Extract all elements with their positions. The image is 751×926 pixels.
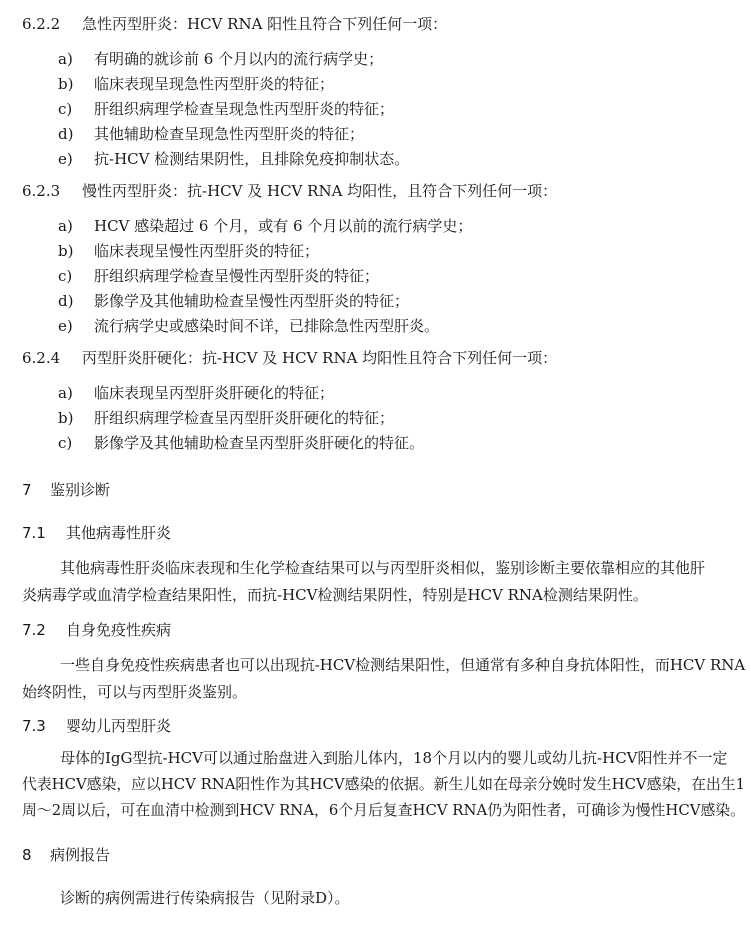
paragraph-line: 始终阴性，可以与丙型肝炎鉴别。 bbox=[22, 683, 248, 701]
paragraph-line: 代表HCV感染，应以HCV RNA阳性作为其HCV感染的依据。新生儿如在母亲分娩时发生HCV感染，在出生1 bbox=[22, 775, 746, 793]
paragraph-line: 诊断的病例需进行传染病报告（见附录D）。 bbox=[60, 889, 350, 907]
heading-number: 6.2.3 bbox=[22, 182, 61, 200]
paragraph-line: 母体的IgG型抗-HCV可以通过胎盘进入到胎儿体内，18个月以内的婴儿或幼儿抗-HCV阳性并不一定 bbox=[60, 749, 728, 767]
heading-number: 7.2 bbox=[22, 621, 46, 639]
heading-number: 8 bbox=[22, 846, 32, 864]
heading-number: 6.2.4 bbox=[22, 349, 61, 367]
paragraph-line: 周～2周以后，可在血清中检测到HCV RNA，6个月后复查HCV RNA仍为阳性者，可确诊为慢性HCV感染。 bbox=[22, 801, 746, 819]
heading-text: 其他病毒性肝炎 bbox=[66, 524, 172, 542]
paragraph-line: 其他病毒性肝炎临床表现和生化学检查结果可以与丙型肝炎相似，鉴别诊断主要依靠相应的其他肝 bbox=[60, 559, 706, 577]
heading-text: 婴幼儿丙型肝炎 bbox=[66, 717, 172, 735]
heading-number: 6.2.2 bbox=[22, 15, 61, 33]
heading-text: 鉴别诊断 bbox=[50, 481, 111, 499]
heading-text: 丙型肝炎肝硬化：抗-HCV 及 HCV RNA 均阳性且符合下列任何一项： bbox=[82, 349, 558, 367]
heading-number: 7.1 bbox=[22, 524, 46, 542]
heading-text: 急性丙型肝炎：HCV RNA 阳性且符合下列任何一项： bbox=[82, 15, 448, 33]
paragraph-line: 一些自身免疫性疾病患者也可以出现抗-HCV检测结果阳性，但通常有多种自身抗体阳性，而HCV RNA bbox=[60, 656, 746, 674]
paragraph-line: 炎病毒学或血清学检查结果阳性，而抗-HCV检测结果阴性，特别是HCV RNA检测结果阴性。 bbox=[22, 586, 648, 604]
heading-text: 自身免疫性疾病 bbox=[66, 621, 172, 639]
heading-text: 慢性丙型肝炎：抗-HCV 及 HCV RNA 均阳性，且符合下列任何一项： bbox=[82, 182, 558, 200]
heading-number: 7 bbox=[22, 481, 32, 499]
heading-number: 7.3 bbox=[22, 717, 46, 735]
heading-text: 病例报告 bbox=[50, 846, 111, 864]
